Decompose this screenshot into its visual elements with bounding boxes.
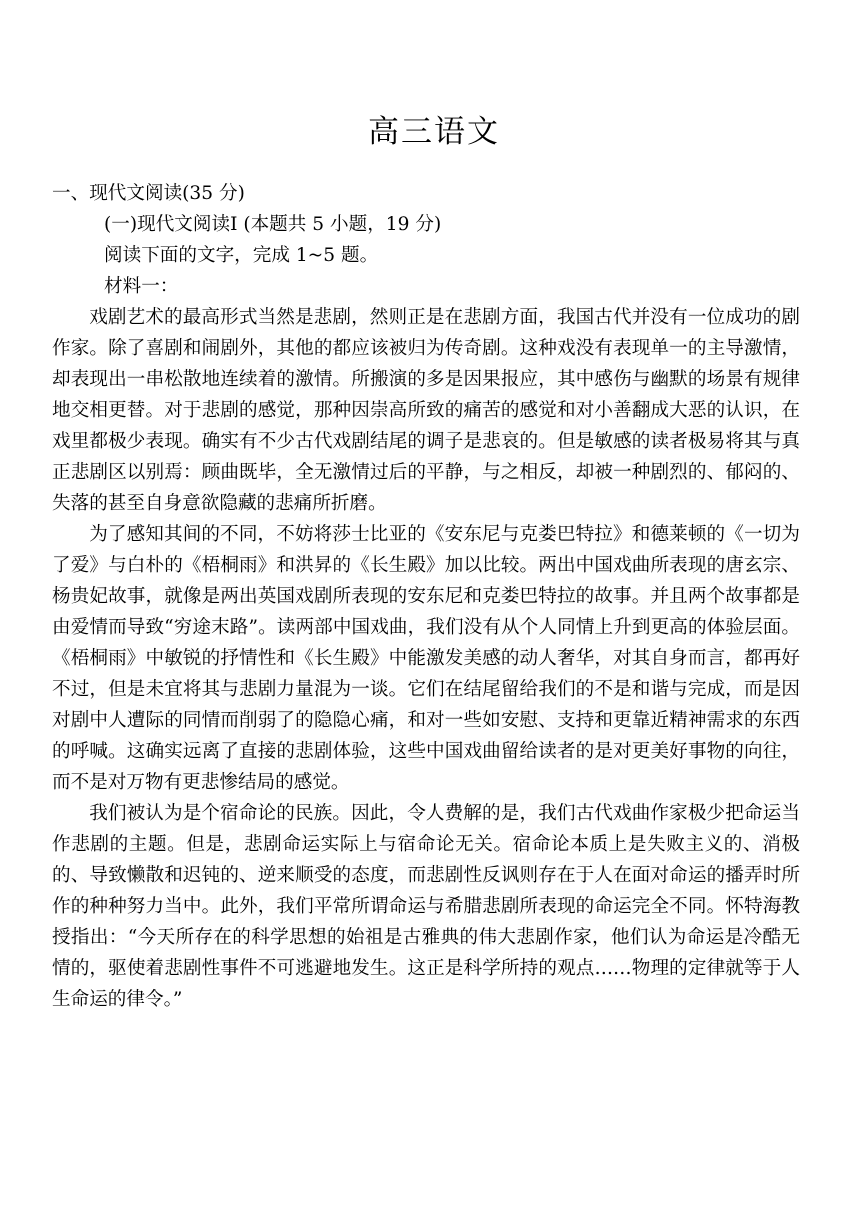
material-label: 材料一： bbox=[104, 276, 179, 297]
document-body bbox=[52, 178, 800, 1015]
passage-paragraph-1: 戏剧艺术的最高形式当然是悲剧，然则正是在悲剧方面，我国古代并没有一位成功的剧作家。除了喜剧和闹剧外，其他的都应该被归为传奇剧。这种戏没有表现单一的主导激情，却表现出一串松散地连续着的激情。所搬演的多是因果报应，其中感伤与幽默的场景有规律地交相更替。对于悲剧的感觉，那种因崇高所致的痛苦的感觉和对小善翻成大恶的认识，在戏里都极少表现。确实有不少古代戏剧结尾的调子是悲哀的。但是敏感的读者极易将其与真正悲剧区以别焉：顾曲既毕，全无激情过后的平静，与之相反，却被一种剧烈的、郁闷的、失落的甚至自身意欲隐藏的悲痛所折磨。 bbox=[52, 307, 800, 514]
subsection-heading: (一)现代文阅读Ⅰ (本题共 5 小题，19 分) bbox=[104, 214, 442, 235]
document-title: 高三语文 bbox=[368, 114, 500, 150]
reading-instruction: 阅读下面的文字，完成 1~5 题。 bbox=[104, 245, 379, 266]
passage-paragraph-3: 我们被认为是个宿命论的民族。因此，令人费解的是，我们古代戏曲作家极少把命运当作悲剧的主题。但是，悲剧命运实际上与宿命论无关。宿命论本质上是失败主义的、消极的、导致懒散和迟钝的、逆来顺受的态度，而悲剧性反讽则存在于人在面对命运的播弄时所作的种种努力当中。此外，我们平常所谓命运与希腊悲剧所表现的命运完全不同。怀特海教授指出：“今天所存在的科学思想的始祖是古雅典的伟大悲剧作家，他们认为命运是冷酷无情的，驱使着悲剧性事件不可逃避地发生。这正是科学所持的观点……物理的定律就等于人生命运的律令。” bbox=[52, 803, 800, 1010]
passage-paragraph-2: 为了感知其间的不同，不妨将莎士比亚的《安东尼与克娄巴特拉》和德莱顿的《一切为了爱》与白朴的《梧桐雨》和洪昇的《长生殿》加以比较。两出中国戏曲所表现的唐玄宗、杨贵妃故事，就像是两出英国戏剧所表现的安东尼和克娄巴特拉的故事。并且两个故事都是由爱情而导致“穷途末路”。读两部中国戏曲，我们没有从个人同情上升到更高的体验层面。《梧桐雨》中敏锐的抒情性和《长生殿》中能激发美感的动人奢华，对其自身而言，都再好不过，但是未宜将其与悲剧力量混为一谈。它们在结尾留给我们的不是和谐与完成，而是因对剧中人遭际的同情而削弱了的隐隐心痛，和对一些如安慰、支持和更靠近精神需求的东西的呼喊。这确实远离了直接的悲剧体验，这些中国戏曲留给读者的是对更美好事物的向往，而不是对万物有更悲惨结局的感觉。 bbox=[52, 524, 800, 793]
section-heading: 一、现代文阅读(35 分) bbox=[52, 183, 245, 204]
